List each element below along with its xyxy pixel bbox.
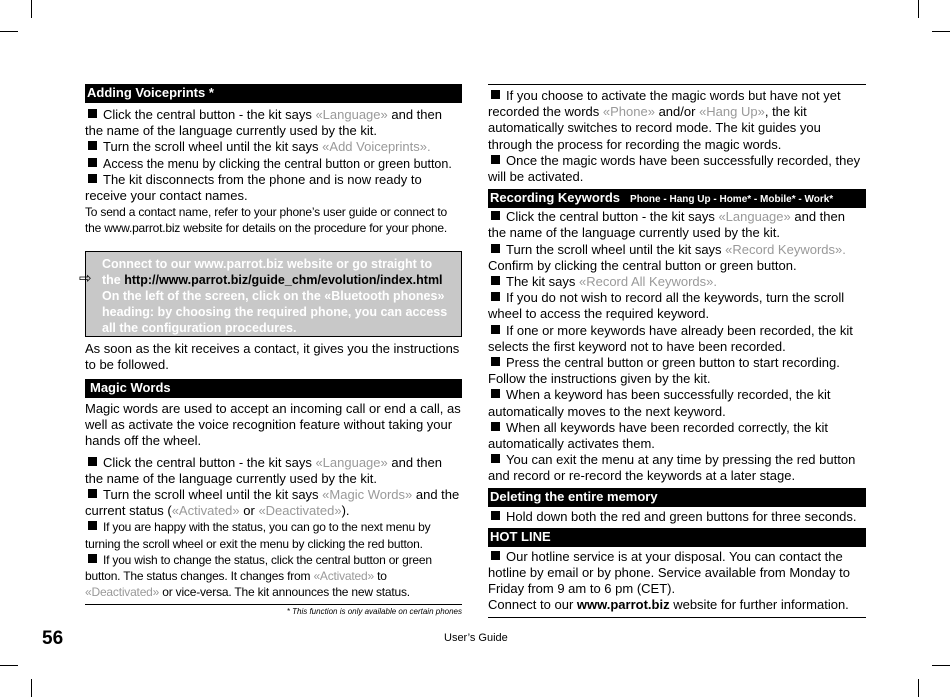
- bullet-square-icon: [491, 454, 500, 463]
- bullet-square-icon: [491, 292, 500, 301]
- bullet-square-icon: [88, 158, 97, 167]
- list-item: Click the central button - the kit says «Language» and then the name of the language currently used by the kit.: [85, 107, 442, 139]
- section-title-recording-keywords: Recording Keywords Phone - Hang Up - Home* - Mobile* - Work*: [488, 189, 866, 208]
- list-item: You can exit the menu at any time by pressing the red button and record or re-record the keywords at a later stage.: [488, 452, 856, 484]
- website-note-box: ⇨ Connect to our www.parrot.biz website or go straight to the http://www.parrot.biz/guide_chm/evolution/index.html On the left of the screen, click on the «Bluetooth phones» heading: by choosing the required phone, you can access all the configuration procedures.: [85, 251, 462, 337]
- bullet-square-icon: [491, 211, 500, 220]
- paragraph: Magic words are used to accept an incoming call or end a call, as well as activate the voice recognition feature without taking your hands off the wheel.: [85, 401, 461, 449]
- bullet-square-icon: [88, 141, 97, 150]
- divider: [85, 604, 462, 605]
- list-item: Hold down both the red and green buttons for three seconds.: [488, 509, 866, 525]
- section-title-adding-voiceprints: Adding Voiceprints *: [85, 84, 462, 103]
- list-item: Once the magic words have been successfully recorded, they will be activated.: [488, 152, 861, 185]
- list-item: When all keywords have been recorded correctly, the kit automatically activates them.: [488, 419, 829, 452]
- list-item: If you choose to activate the magic words but have not yet recorded the words «Phone» and/or «Hang Up», the kit automatically switches to record mode. The kit guides you through the process for recording the magic words.: [488, 88, 841, 152]
- list-item: The kit says «Record All Keywords».: [488, 274, 866, 290]
- crop-mark: [31, 679, 32, 697]
- footnote: * This function is only available on certain phones: [286, 607, 462, 617]
- list-item: Our hotline service is at your disposal. You can contact the hotline by email or by phone. Service available from Monday to Friday from 9 am to 6 pm (CET).: [488, 548, 851, 597]
- procedure-note: To send a contact name, refer to your phone’s user guide or connect to the www.parrot.biz website for details on the procedure for your phone.: [85, 205, 448, 236]
- bullet-square-icon: [88, 174, 97, 183]
- guide-link[interactable]: http://www.parrot.biz/guide_chm/evolution/index.html: [124, 272, 443, 287]
- bullet-square-icon: [491, 155, 500, 164]
- section-title-magic-words: Magic Words: [85, 379, 462, 398]
- bullet-square-icon: [491, 422, 500, 431]
- left-column: [79, 84, 462, 617]
- bullet-square-icon: [88, 521, 97, 530]
- list-item: Click the central button - the kit says «Language» and then the name of the language currently used by the kit.: [85, 454, 442, 486]
- arrow-right-icon: ⇨: [79, 269, 92, 287]
- bullet-square-icon: [88, 489, 97, 498]
- list-item: If you wish to change the status, click the central button or green button. The status changes. It changes from «Activated» to «Deactivated» or vice-versa. The kit announces the new status.: [85, 552, 432, 600]
- page-number: 56: [42, 628, 64, 649]
- list-item: If you do not wish to record all the keywords, turn the scroll wheel to access the required keyword.: [488, 290, 845, 322]
- bullet-square-icon: [491, 551, 500, 560]
- list-item: If one or more keywords have already been recorded, the kit selects the first keyword not to have been recorded.: [488, 322, 853, 354]
- list-item: If you are happy with the status, you can go to the next menu by turning the scroll wheel or exit the menu by clicking the red button.: [85, 520, 431, 551]
- list-item: Click the central button - the kit says «Language» and then the name of the language currently used by the kit.: [488, 209, 845, 241]
- right-column: [488, 84, 866, 618]
- list-item: Turn the scroll wheel until the kit says «Record Keywords». Confirm by clicking the central button or green button.: [488, 241, 846, 273]
- section-title-hot-line: HOT LINE: [488, 528, 866, 547]
- list-item: Press the central button or green button to start recording. Follow the instructions given by the kit.: [488, 355, 840, 387]
- crop-mark: [932, 665, 950, 666]
- footer-guide-label: User’s Guide: [444, 632, 508, 644]
- crop-mark: [0, 665, 18, 666]
- divider: [488, 617, 866, 618]
- crop-mark: [932, 31, 950, 32]
- bullet-square-icon: [491, 389, 500, 398]
- bullet-square-icon: [491, 325, 500, 334]
- bullet-square-icon: [491, 511, 500, 520]
- list-item: When a keyword has been successfully recorded, the kit automatically moves to the next keyword.: [488, 387, 831, 419]
- bullet-square-icon: [88, 457, 97, 466]
- bullet-square-icon: [491, 90, 500, 99]
- paragraph: Connect to our www.parrot.biz website for further information.: [488, 597, 849, 613]
- bullet-square-icon: [491, 357, 500, 366]
- parrot-website-link[interactable]: www.parrot.biz: [576, 597, 670, 613]
- list-item: Turn the scroll wheel until the kit says «Add Voiceprints».: [85, 139, 462, 155]
- crop-mark: [918, 0, 919, 18]
- crop-mark: [31, 0, 32, 18]
- bullet-square-icon: [491, 244, 500, 253]
- list-item: Turn the scroll wheel until the kit says «Magic Words» and the current status («Activated» or «Deactivated»).: [85, 487, 460, 519]
- crop-mark: [0, 31, 18, 32]
- bullet-square-icon: [491, 276, 500, 285]
- crop-mark: [918, 679, 919, 697]
- list-item: Access the menu by clicking the central button or green button.: [85, 156, 462, 172]
- bullet-square-icon: [88, 109, 97, 118]
- paragraph: As soon as the kit receives a contact, it gives you the instructions to be followed.: [85, 340, 460, 372]
- bullet-square-icon: [88, 554, 97, 563]
- list-item: The kit disconnects from the phone and is now ready to receive your contact names.: [85, 171, 422, 204]
- section-title-deleting-memory: Deleting the entire memory: [488, 488, 866, 507]
